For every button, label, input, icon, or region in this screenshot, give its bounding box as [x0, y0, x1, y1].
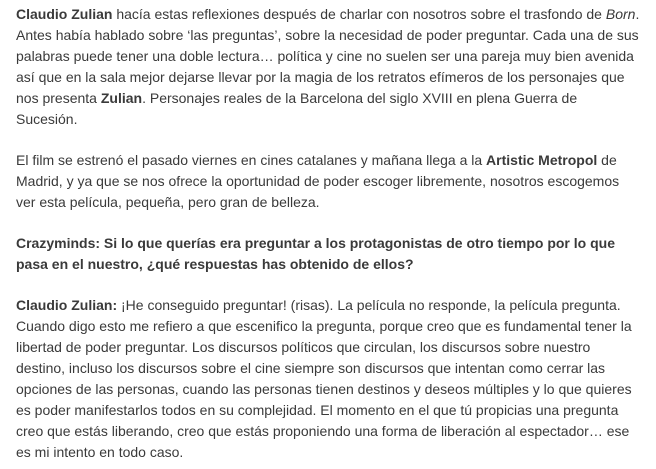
text-line: Cuando digo esto me refiero a que escenifico la pregunta, porque creo que es fundamental tener la: [16, 318, 632, 334]
text-line: así que en la sala mejor dejarse llevar por la magia de los retratos efímeros de los personajes que: [16, 69, 625, 85]
text-line: es poder manifestarlos todos en su complejidad. El momento en el que tú propicias una pregunta: [16, 402, 619, 418]
director-name: Zulian: [100, 90, 143, 106]
text-fragment: . Personajes reales de la Barcelona del siglo XVIII en plena Guerra de: [142, 90, 578, 106]
text-fragment: ¡He conseguido preguntar! (risas). La película no responde, la película pregunta.: [117, 297, 621, 313]
text-line: creo que estás liberando, creo que estás proponiendo una forma de liberación al espectador… ese: [16, 423, 630, 439]
paragraph-gap: [16, 275, 640, 295]
question-line: pasa en el nuestro, ¿qué respuestas has obtenido de ellos?: [16, 256, 414, 272]
text-fragment: .: [635, 6, 640, 22]
text-line: ver esta película, pequeña, pero gran de belleza.: [16, 194, 320, 210]
paragraph-gap: [16, 130, 640, 150]
text-line: Sucesión.: [16, 111, 78, 127]
film-title: Born: [605, 6, 636, 22]
text-fragment: de: [597, 152, 617, 168]
cinema-name: Artistic Metropol: [486, 152, 598, 168]
text-line: [16, 4, 640, 25]
release-paragraph: [16, 150, 640, 213]
question-line: Crazyminds: Si lo que querías era preguntar a los protagonistas de otro tiempo por lo que: [16, 235, 615, 251]
text-fragment: hacía estas reflexiones después de charlar con nosotros sobre el trasfondo de: [112, 6, 606, 22]
text-line: es mi intento en todo caso.: [16, 444, 184, 460]
text-line: palabras puede tener una doble lectura… política y cine no suelen ser una pareja muy bien avenida: [16, 48, 634, 64]
text-line: opciones de las personas, cuando las personas tienen destinos y deseos múltiples y lo que quieres: [16, 381, 632, 397]
text-line: destino, incluso los discursos sobre el cine siempre son discursos que intentan como cerrar las: [16, 360, 606, 376]
text-line: Antes había hablado sobre ‘las preguntas’, sobre la necesidad de poder preguntar. Cada una de sus: [16, 27, 639, 43]
text-line: libertad de poder preguntar. Los discursos políticos que circulan, los discursos sobre nuestro: [16, 339, 591, 355]
speaker-label: Claudio Zulian:: [16, 297, 118, 313]
interview-answer: [16, 295, 640, 463]
text-fragment: El film se estrenó el pasado viernes en cines catalanes y mañana llega a la: [16, 152, 487, 168]
paragraph-gap: [16, 213, 640, 233]
article-body: [16, 4, 640, 463]
text-line: [16, 88, 640, 109]
interview-question: [16, 233, 640, 275]
text-line: [16, 150, 640, 171]
director-name: Claudio Zulian: [16, 6, 113, 22]
text-line: [16, 295, 640, 316]
text-line: Madrid, y ya que se nos ofrece la oportunidad de poder escoger libremente, nosotros escogemos: [16, 173, 620, 189]
text-fragment: nos presenta: [16, 90, 101, 106]
intro-paragraph: [16, 4, 640, 130]
